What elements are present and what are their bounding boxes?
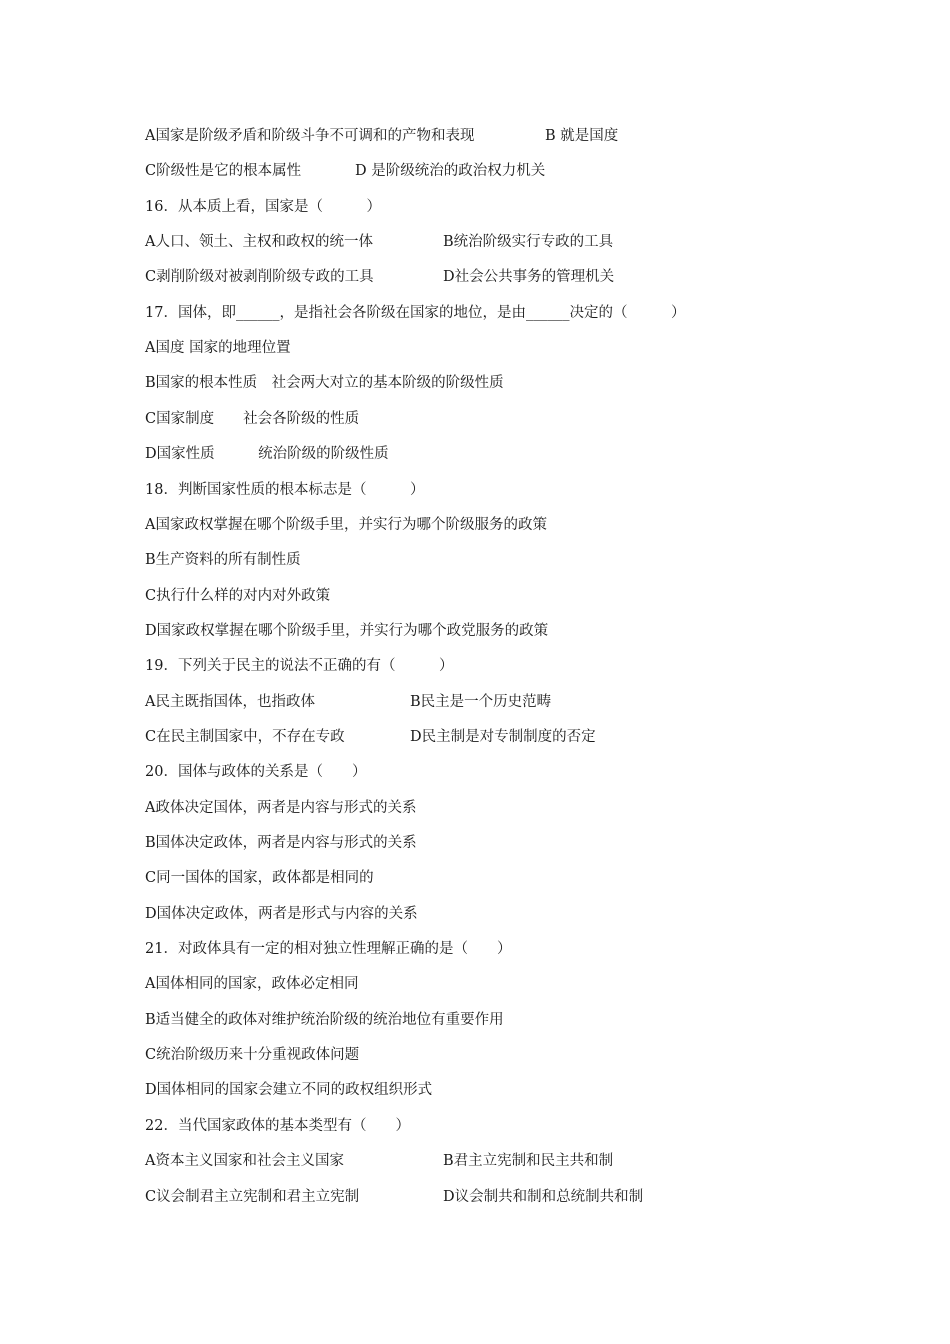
text-line: A人口、领土、主权和政权的统一体 [145,234,373,250]
text-line-option: B君主立宪制和民主共和制 [443,1153,614,1169]
text-line-option: D社会公共事务的管理机关 [443,269,615,285]
text-line: 19．下列关于民主的说法不正确的有（ ） [145,658,454,674]
text-line: D国家性质 统治阶级的阶级性质 [145,446,389,462]
text-line-option: B民主是一个历史范畴 [410,694,552,710]
text-line: B国家的根本性质 社会两大对立的基本阶级的阶级性质 [145,375,504,391]
text-line: C在民主制国家中，不存在专政 [145,729,345,745]
text-line: C剥削阶级对被剥削阶级专政的工具 [145,269,374,285]
text-line: D国体相同的国家会建立不同的政权组织形式 [145,1082,433,1098]
text-line: A资本主义国家和社会主义国家 [145,1153,344,1169]
text-line: A国体相同的国家，政体必定相同 [145,976,359,992]
text-line: B适当健全的政体对维护统治阶级的统治地位有重要作用 [145,1012,504,1028]
text-line: C国家制度 社会各阶级的性质 [145,411,360,427]
text-line-option: B统治阶级实行专政的工具 [443,234,614,250]
text-line: 20．国体与政体的关系是（ ） [145,764,367,780]
text-line: C统治阶级历来十分重视政体问题 [145,1047,360,1063]
text-line: C执行什么样的对内对外政策 [145,588,331,604]
text-line: 22．当代国家政体的基本类型有（ ） [145,1118,410,1134]
text-line: A国度 国家的地理位置 [145,340,291,356]
text-line: B国体决定政体，两者是内容与形式的关系 [145,835,417,851]
text-line: D国家政权掌握在哪个阶级手里，并实行为哪个政党服务的政策 [145,623,549,639]
text-line: A国家是阶级矛盾和阶级斗争不可调和的产物和表现 [145,128,475,144]
text-line: 17．国体，即______，是指社会各阶级在国家的地位，是由______决定的（ ） [145,305,686,321]
text-line: D国体决定政体，两者是形式与内容的关系 [145,906,418,922]
text-line: A政体决定国体，两者是内容与形式的关系 [145,800,417,816]
text-line: 18．判断国家性质的根本标志是（ ） [145,482,425,498]
text-line: B生产资料的所有制性质 [145,552,301,568]
text-line: A国家政权掌握在哪个阶级手里，并实行为哪个阶级服务的政策 [145,517,547,533]
text-line-option: D民主制是对专制制度的否定 [410,729,596,745]
text-line: C议会制君主立宪制和君主立宪制 [145,1189,360,1205]
text-line: 16．从本质上看，国家是（ ） [145,199,381,215]
text-line: 21．对政体具有一定的相对独立性理解正确的是（ ） [145,941,512,957]
text-line-option: D 是阶级统治的政治权力机关 [355,163,546,179]
text-line: C同一国体的国家，政体都是相同的 [145,870,374,886]
text-line-option: D议会制共和制和总统制共和制 [443,1189,644,1205]
text-line-option: B 就是国度 [545,128,619,144]
text-line: C阶级性是它的根本属性 [145,163,302,179]
text-line: A民主既指国体，也指政体 [145,694,315,710]
